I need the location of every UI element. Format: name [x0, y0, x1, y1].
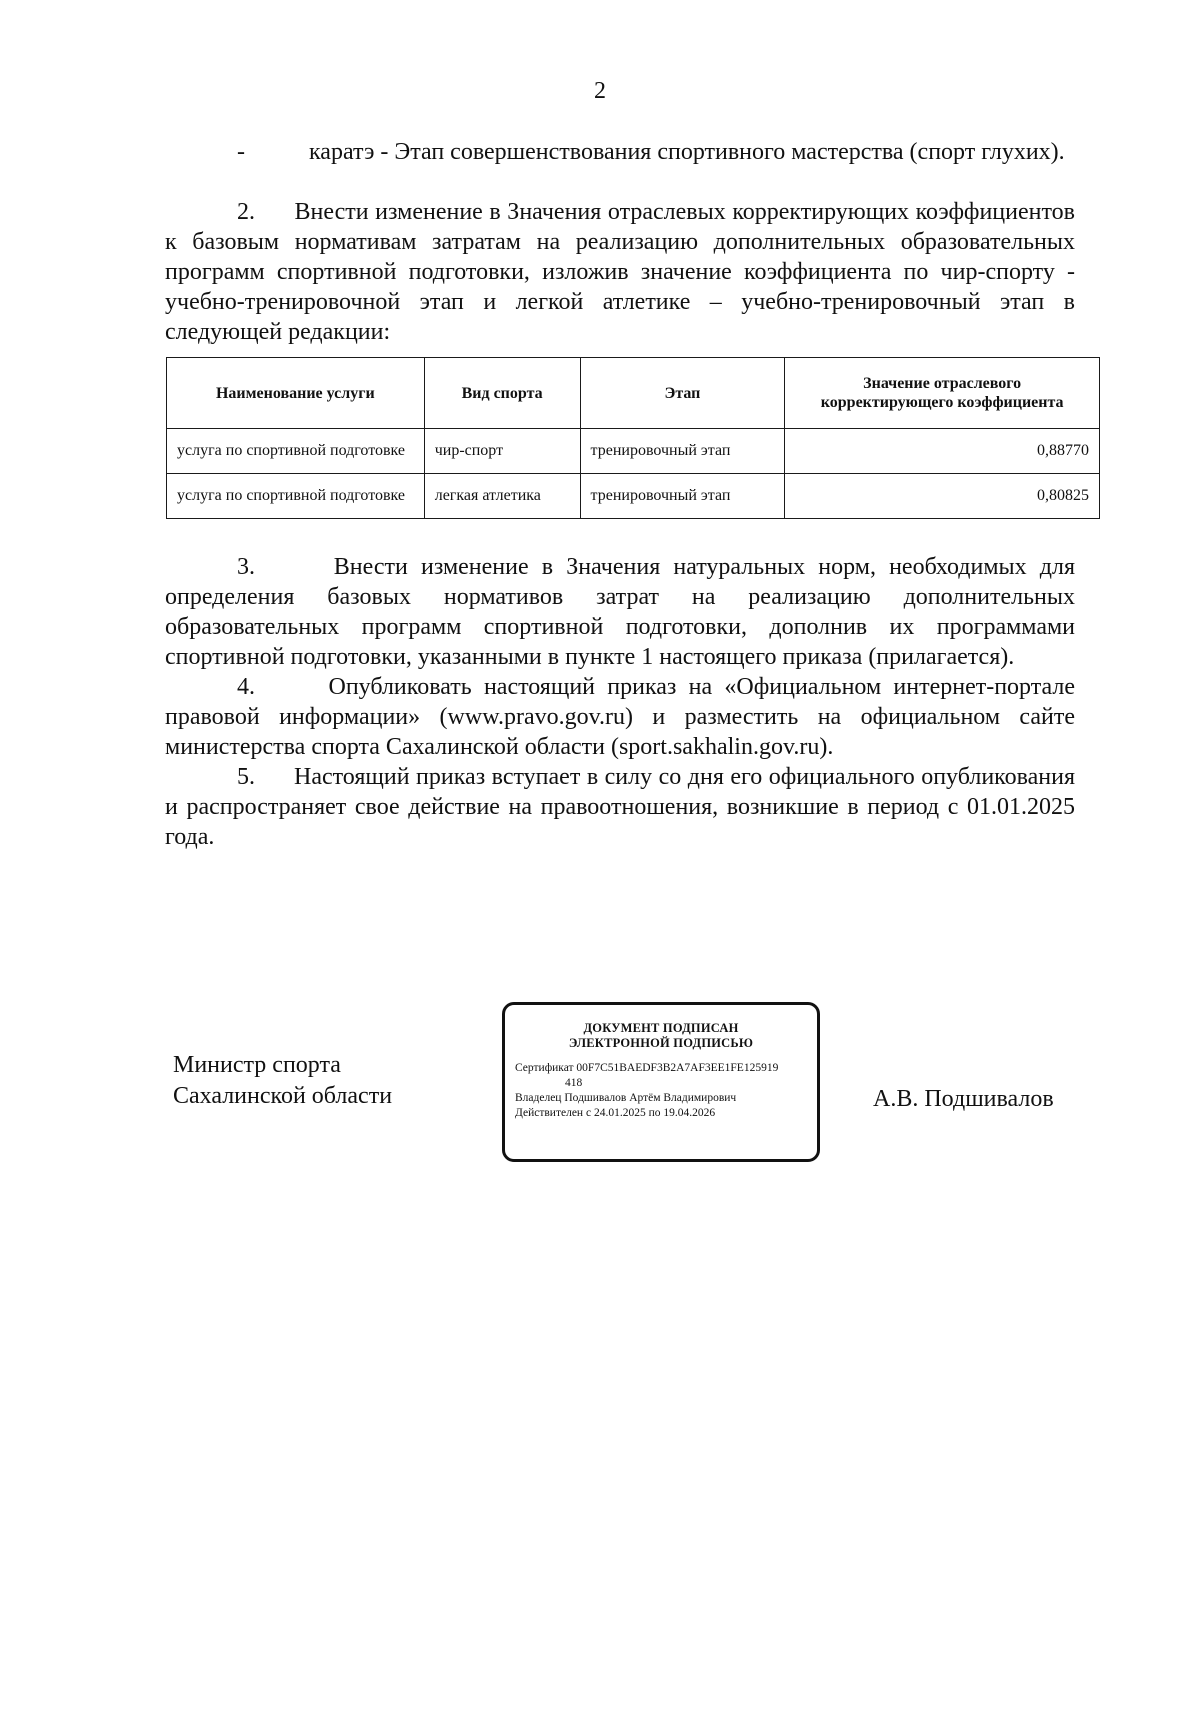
position-line-1: Министр спорта: [173, 1052, 341, 1078]
item-5-paragraph: [165, 762, 1075, 852]
stamp-owner-label: Владелец: [515, 1092, 562, 1104]
header-sport: Вид спорта: [424, 358, 580, 429]
table-row: [167, 474, 1100, 519]
cell-service: услуга по спортивной подготовке: [167, 474, 425, 519]
item-1-text: [165, 137, 1075, 167]
item-1-bullet: -: [237, 139, 245, 165]
stamp-certificate-value: 00F7C51BAEDF3B2A7AF3EE1FE125919: [576, 1062, 779, 1074]
cell-coefficient: 0,88770: [785, 429, 1100, 474]
cell-stage: тренировочный этап: [580, 474, 785, 519]
stamp-owner: [515, 1091, 807, 1106]
header-stage: Этап: [580, 358, 785, 429]
item-3-number: 3.: [237, 554, 255, 580]
item-4-number: 4.: [237, 674, 255, 700]
item-2-body: Внести изменение в Значения отраслевых корректирующих коэффициентов к базовым нормативам затратам на реализацию дополнительных образовательных программ спортивной подготовки, изложив значение коэффициента по чир-спорту - учебно-тренировочной этап и легкой атлетике – учебно-тренировочный этап в следующей редакции:: [165, 199, 1075, 345]
item-4-body: Опубликовать настоящий приказ на «Официальном интернет-портале правовой информации» (www.pravo.gov.ru) и разместить на официальном сайте министерства спорта Сахалинской области (sport.sakhalin.gov.ru).: [165, 674, 1075, 760]
coefficient-table: [166, 357, 1100, 519]
item-2-number: 2.: [237, 199, 255, 225]
electronic-signature-stamp: [502, 1002, 820, 1162]
items-3-5: [165, 552, 1075, 852]
item-5-body: Настоящий приказ вступает в силу со дня его официального опубликования и распространяет свое действие на правоотношения, возникшие в период с 01.01.2025 года.: [165, 764, 1076, 850]
stamp-certificate-label: Сертификат: [515, 1062, 574, 1074]
header-coefficient: Значение отраслевого корректирующего коэффициента: [785, 358, 1100, 429]
cell-coefficient: 0,80825: [785, 474, 1100, 519]
stamp-owner-name: Подшивалов Артём Владимирович: [564, 1092, 737, 1104]
item-3-body: Внести изменение в Значения натуральных норм, необходимых для определения базовых нормативов затрат на реализацию дополнительных образовательных программ спортивной подготовки, дополнив их программами спортивной подготовки, указанными в пункте 1 настоящего приказа (прилагается).: [165, 554, 1075, 670]
item-4-paragraph: [165, 672, 1075, 762]
item-3-paragraph: [165, 552, 1075, 672]
item-1-body: каратэ - Этап совершенствования спортивного мастерства (спорт глухих).: [309, 139, 1065, 165]
item-5-number: 5.: [237, 764, 255, 790]
stamp-certificate: [515, 1061, 807, 1076]
cell-sport: чир-спорт: [424, 429, 580, 474]
signatory-position: [173, 1050, 392, 1112]
cell-service: услуга по спортивной подготовке: [167, 429, 425, 474]
position-line-2: Сахалинской области: [173, 1083, 393, 1109]
cell-stage: тренировочный этап: [580, 429, 785, 474]
stamp-validity: Действителен с 24.01.2025 по 19.04.2026: [515, 1107, 716, 1119]
stamp-title-2: ЭЛЕКТРОННОЙ ПОДПИСЬЮ: [568, 1036, 754, 1050]
page-number: 2: [594, 78, 606, 104]
item-2-paragraph: [165, 197, 1075, 347]
header-service: Наименование услуги: [167, 358, 425, 429]
cell-sport: легкая атлетика: [424, 474, 580, 519]
table-header-row: [167, 358, 1100, 429]
table-row: [167, 429, 1100, 474]
stamp-certificate-tail: 418: [565, 1077, 583, 1089]
signatory-name: А.В. Подшивалов: [873, 1086, 1054, 1112]
stamp-title-1: ДОКУМЕНТ ПОДПИСАН: [583, 1021, 739, 1035]
